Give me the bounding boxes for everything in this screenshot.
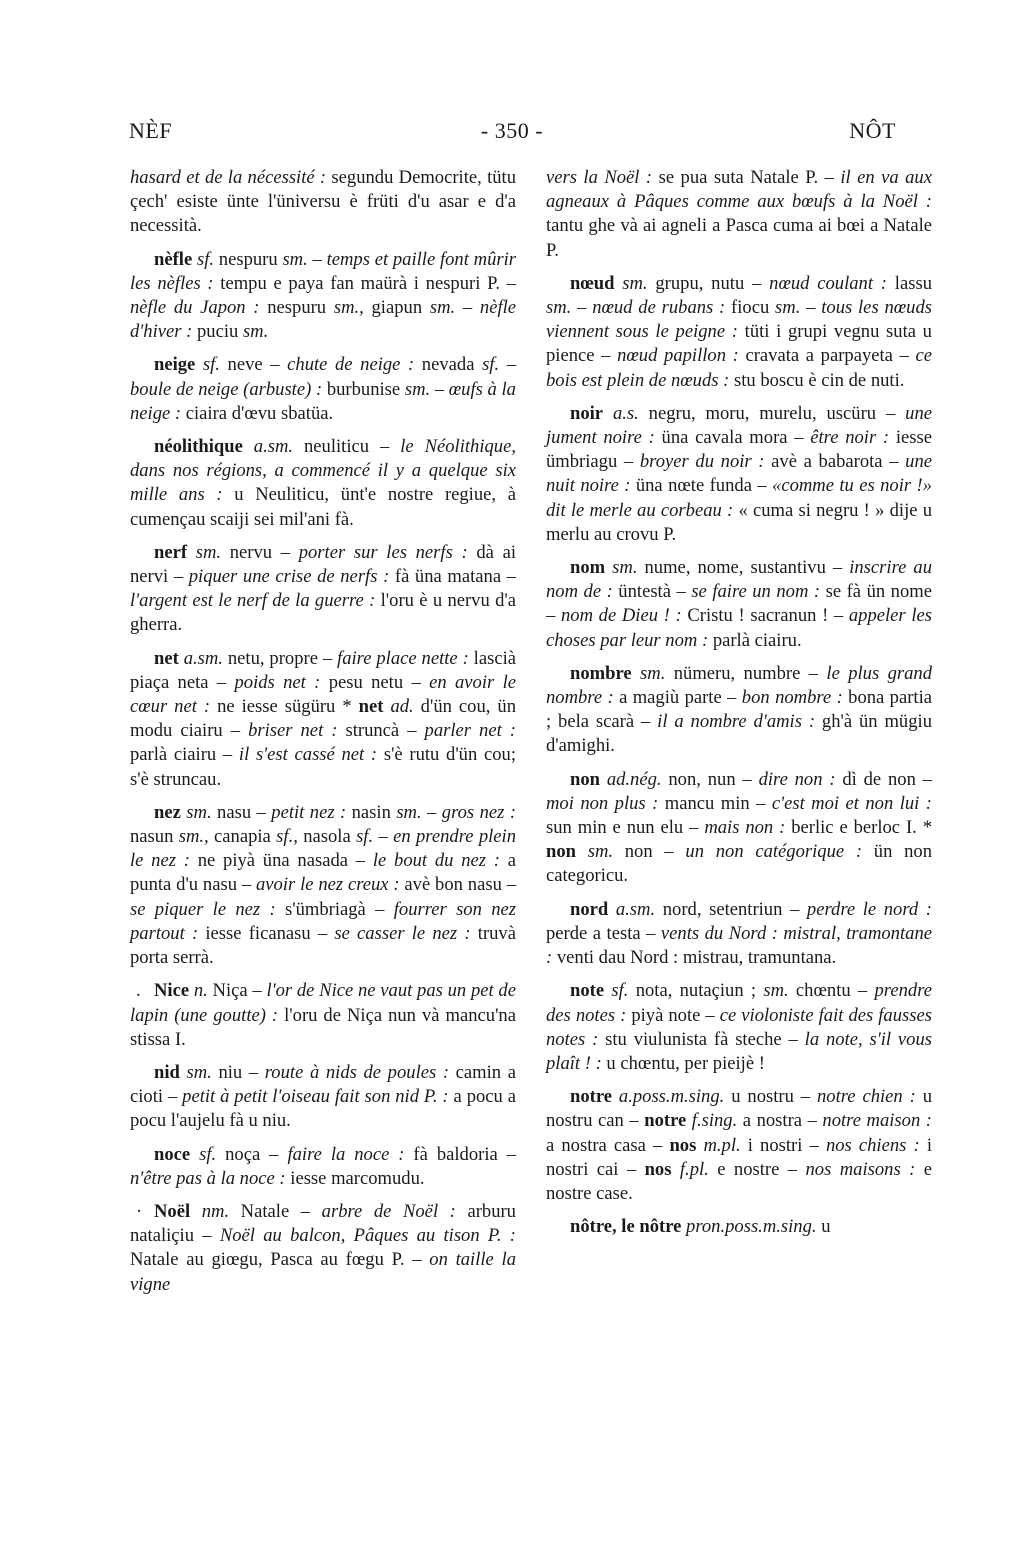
translation-text: nasin	[346, 801, 397, 823]
grammar-label: sm.	[587, 841, 614, 863]
translation-text	[576, 841, 588, 862]
grammar-label: sf.,	[276, 826, 298, 848]
translation-text: l'oru è u nervu d'a gherra.	[130, 590, 516, 636]
french-example: moi non plus :	[546, 792, 659, 814]
french-example: se piquer le nez :	[130, 898, 276, 920]
headword: noir	[570, 402, 604, 424]
translation-text: nasola	[297, 826, 357, 848]
french-example: nèfle du Japon :	[130, 297, 260, 319]
translation-text: a punta d'u nasu –	[130, 850, 516, 896]
translation-text	[608, 899, 616, 920]
translation-text: a magiù parte –	[613, 687, 742, 709]
headword: nos	[669, 1134, 697, 1156]
entry-marker: ·	[136, 1200, 143, 1222]
translation-text: nota, nutaçiun ;	[628, 980, 764, 1002]
translation-text: e nostre case.	[546, 1158, 932, 1204]
grammar-label: sm.,	[333, 297, 364, 319]
translation-text: non, nun –	[661, 768, 759, 790]
french-example: se casser le nez :	[334, 922, 471, 944]
translation-text: nevada	[414, 354, 483, 376]
french-example: temps et paille font mûrir les nèfles :	[130, 248, 517, 294]
headword: non	[546, 841, 576, 863]
french-example: la note, s'il vous plaît ! :	[546, 1028, 932, 1074]
translation-text: Natale –	[229, 1200, 322, 1222]
translation-text	[632, 663, 640, 684]
translation-text: grupu, nutu –	[647, 272, 770, 294]
grammar-label: sm.,	[178, 826, 209, 848]
dictionary-entry	[546, 556, 932, 653]
translation-text: u nostru –	[724, 1086, 817, 1108]
dictionary-entry	[546, 662, 932, 759]
translation-text	[180, 1062, 187, 1083]
translation-text: nume, nome, sustantivu –	[637, 557, 850, 579]
headword: neige	[154, 354, 196, 376]
translation-text: arburu nataliçiu –	[130, 1200, 516, 1247]
headword: nom	[570, 557, 606, 579]
french-example: gros nez :	[441, 801, 517, 823]
headword: Nice	[154, 980, 190, 1002]
translation-text: noça –	[216, 1143, 288, 1165]
translation-text: dì de non –	[835, 768, 933, 790]
french-example: notre chien :	[816, 1086, 916, 1108]
translation-text: struncà –	[337, 720, 425, 742]
translation-text: neuliticu –	[293, 436, 401, 458]
french-example: vents du Nord : mistral, tramontane :	[546, 922, 932, 969]
translation-text: negru, moru, murelu, uscüru –	[638, 402, 906, 424]
french-example: bon nombre :	[741, 687, 843, 709]
headword: non	[570, 768, 600, 790]
headword: net	[154, 647, 179, 669]
translation-text: i nostri cai –	[546, 1134, 932, 1180]
translation-text: –	[421, 801, 442, 823]
translation-text: fà üna matana –	[389, 566, 516, 588]
translation-text: venti dau Nord : mistrau, tramuntana.	[552, 947, 837, 969]
grammar-label: sm.	[763, 980, 789, 1002]
translation-text: lascià piaça neta –	[130, 647, 516, 693]
headword: nos	[644, 1158, 672, 1180]
french-example: faire place nette :	[337, 647, 469, 669]
french-example: petit nez :	[271, 801, 347, 823]
translation-text: l'oru de Niça nun và mancu'na stissa I.	[130, 1004, 516, 1050]
grammar-label: sm.	[186, 801, 212, 823]
dictionary-entry	[130, 979, 516, 1052]
translation-text: segundu Democrite, tütu çech' esiste ünte l'üniversu è früti d'u asar e d'a necessità.	[130, 167, 516, 237]
running-head-left: NÈF	[129, 118, 173, 143]
french-example: vers la Noël :	[546, 167, 653, 188]
grammar-label: pron.poss.m.sing.	[686, 1216, 817, 1238]
french-example: hasard et de la nécessité :	[130, 167, 327, 188]
dictionary-entry	[130, 1061, 516, 1134]
translation-text: puciu	[192, 321, 243, 343]
dictionary-entry	[130, 1143, 516, 1191]
entry-marker: .	[136, 980, 141, 1002]
french-example: inscrire au nom de :	[546, 557, 932, 603]
translation-text: ciaira d'œvu sbatüa.	[181, 402, 334, 424]
translation-text: nasun	[130, 826, 179, 848]
translation-text: nümeru, numbre –	[665, 662, 827, 684]
french-example: nos chiens :	[825, 1134, 920, 1156]
translation-text: ne iesse sügüru *	[210, 696, 359, 718]
translation-text: avè a babarota –	[764, 451, 906, 473]
translation-text: giapun	[363, 297, 430, 319]
translation-text: pesu netu –	[320, 671, 430, 693]
grammar-label: sm.	[396, 801, 422, 823]
grammar-label: a.sm.	[183, 647, 223, 669]
dictionary-entry	[130, 248, 516, 345]
translation-text	[671, 1159, 679, 1180]
headword: notre	[644, 1110, 687, 1132]
translation-text: –	[455, 297, 480, 319]
translation-text: nasu –	[211, 801, 272, 823]
dictionary-entry	[130, 1200, 516, 1297]
french-example: une nuit noire :	[546, 451, 933, 497]
grammar-label: sm.	[546, 297, 572, 319]
grammar-label: f.pl.	[679, 1158, 709, 1180]
translation-text	[195, 354, 203, 375]
grammar-label: sm.	[429, 297, 456, 319]
grammar-label: m.pl.	[703, 1134, 741, 1156]
translation-text: truvà porta serrà.	[130, 922, 516, 969]
translation-text: tempu e paya fan maürà i nespuri P. –	[213, 272, 516, 294]
translation-text: s'ümbriagà –	[275, 898, 394, 920]
translation-text: i nostri –	[740, 1134, 826, 1156]
french-example: ce bois est plein de nœuds :	[546, 345, 933, 391]
dictionary-entry	[130, 647, 516, 792]
translation-text: s'è rutu d'ün cou; s'è struncau.	[130, 744, 516, 790]
french-example: il a nombre d'amis :	[657, 711, 816, 733]
translation-text: a nostra –	[737, 1110, 823, 1132]
translation-text: üna cavala mora –	[654, 427, 811, 449]
dictionary-entry	[546, 1085, 932, 1206]
translation-text: u Neuliticu, ünt'e nostre regiue, à cumençau scaiji sei mil'ani fà.	[130, 484, 516, 530]
dictionary-entry	[546, 402, 932, 547]
translation-text: nespuru	[259, 297, 334, 319]
grammar-label: a.s.	[612, 402, 639, 424]
grammar-label: sf.	[356, 826, 374, 848]
headword: noce	[154, 1143, 191, 1165]
french-example: mais non :	[704, 817, 786, 839]
grammar-label: sm.	[612, 557, 638, 579]
french-example: le Néolithique, dans nos régions, a commencé il y a quelque six mille ans :	[130, 436, 516, 506]
translation-text: –	[307, 248, 327, 270]
french-example: tous les nœuds viennent sous le peigne :	[546, 297, 932, 343]
translation-text	[190, 1144, 199, 1165]
grammar-label: sf.	[196, 248, 215, 270]
translation-text: ne piyà üna nasada –	[189, 850, 373, 872]
grammar-label: n.	[193, 980, 208, 1002]
translation-text: cravata a parpayeta –	[738, 345, 916, 367]
headword: nerf	[154, 541, 188, 563]
grammar-label: ad.	[390, 696, 414, 718]
french-example: une jument noire :	[546, 402, 932, 449]
translation-text: avè bon nasu –	[399, 874, 516, 896]
translation-text: –	[499, 354, 517, 376]
headword: nez	[154, 801, 181, 823]
french-example: fourrer son nez partout :	[130, 898, 517, 944]
dictionary-entry	[546, 272, 932, 393]
translation-text: –	[800, 297, 822, 319]
translation-text: bona partia ; bela scarà –	[546, 687, 932, 733]
grammar-label: sm.	[242, 321, 269, 343]
translation-text: chœntu –	[788, 980, 875, 1002]
dictionary-entry	[546, 166, 932, 263]
translation-text: berlic e berloc I. *	[785, 817, 932, 839]
translation-text	[187, 542, 196, 563]
french-example: un non catégorique :	[685, 841, 863, 863]
translation-text: non –	[613, 841, 686, 863]
left-column	[130, 166, 516, 1306]
grammar-label: sf.	[199, 1143, 217, 1165]
grammar-label: a.sm.	[615, 898, 656, 920]
translation-text: fiocu	[725, 297, 776, 319]
page-number: - 350 -	[480, 118, 544, 143]
headword: net	[358, 696, 384, 718]
translation-text: parlà ciairu –	[130, 744, 239, 766]
translation-text: perde a testa –	[546, 922, 661, 944]
dictionary-entry	[130, 435, 516, 532]
translation-text: d'ün cou, ün modu ciairu –	[130, 696, 516, 742]
translation-text: « cuma si negru ! » dije u merlu au crovu P.	[546, 499, 933, 545]
dictionary-entry	[546, 898, 932, 971]
grammar-label: nm.	[201, 1200, 230, 1222]
translation-text: sun min e nun elu –	[546, 817, 705, 839]
translation-text: stu boscu è cin de nuti.	[729, 369, 905, 391]
grammar-label: sm.	[775, 297, 801, 319]
french-example: œufs à la neige :	[130, 378, 516, 424]
translation-text: u nostru can –	[546, 1086, 933, 1132]
french-example: route à nids de poules :	[264, 1061, 450, 1083]
french-example: chute de neige :	[287, 354, 415, 376]
grammar-label: sf.	[482, 354, 500, 376]
french-example: briser net :	[248, 720, 338, 742]
grammar-label: sm.	[404, 378, 431, 400]
translation-text: gh'à ün mügiu d'amighi.	[546, 711, 932, 757]
french-example: on taille la vigne	[130, 1249, 516, 1295]
headword: nèfle	[154, 248, 193, 270]
dictionary-entry	[130, 801, 516, 970]
grammar-label: ad.nég.	[606, 768, 662, 790]
french-example: le bout du nez :	[372, 850, 500, 872]
translation-text: Cristu ! sacranun ! –	[681, 605, 849, 627]
translation-text: se fà ün nome –	[546, 581, 932, 627]
translation-text	[600, 769, 607, 790]
grammar-label: sm.	[640, 662, 666, 684]
translation-text: Natale au giœgu, Pasca au fœgu P. –	[130, 1249, 430, 1271]
french-example: le plus grand nombre :	[546, 662, 933, 709]
translation-text: piyà note –	[626, 1004, 720, 1026]
translation-text: burbunise	[322, 378, 405, 400]
headword: néolithique	[154, 436, 243, 458]
translation-text: fà baldoria –	[404, 1143, 517, 1165]
headword: nôtre, le nôtre	[570, 1216, 682, 1238]
french-example: il s'est cassé net :	[238, 744, 378, 766]
translation-text: nervu –	[221, 541, 299, 563]
translation-text: canapia	[208, 826, 277, 848]
translation-text: se pua suta Natale P. –	[652, 167, 841, 188]
headword: nord	[570, 898, 609, 920]
translation-text: ün non categoricu.	[546, 841, 933, 887]
french-example: nos maisons :	[805, 1158, 916, 1180]
french-example: porter sur les nerfs :	[298, 541, 468, 563]
translation-text: nord, setentriun –	[655, 898, 807, 920]
french-example: prendre des notes :	[546, 980, 932, 1026]
translation-text: u chœntu, per pieijè !	[601, 1052, 765, 1074]
dictionary-entry	[130, 166, 516, 239]
french-example: broyer du noir :	[639, 451, 765, 473]
dictionary-entry	[546, 768, 932, 889]
translation-text: netu, propre –	[222, 647, 338, 669]
french-example: n'être pas à la noce :	[130, 1167, 286, 1189]
right-column	[546, 166, 932, 1248]
translation-text	[603, 403, 613, 424]
translation-text: parlà ciairu.	[708, 629, 802, 651]
translation-text: dà ai nervi –	[130, 541, 517, 588]
headword: nœud	[570, 272, 615, 294]
grammar-label: sf.	[611, 980, 629, 1002]
translation-text: iesse ümbriagu –	[546, 427, 932, 473]
running-head-right: NÔT	[849, 118, 896, 143]
translation-text: niu –	[211, 1061, 265, 1083]
dictionary-entry	[546, 979, 932, 1076]
french-example: arbre de Noël :	[321, 1200, 456, 1222]
translation-text: camin a cioti –	[130, 1061, 516, 1108]
translation-text: nespuru	[214, 248, 283, 270]
french-example: ce violoniste fait des fausses notes :	[546, 1004, 932, 1050]
translation-text: a pocu a pocu l'aujelu fà u niu.	[130, 1086, 516, 1132]
french-example: faire la noce :	[287, 1143, 405, 1165]
translation-text	[612, 1086, 619, 1107]
translation-text	[190, 1201, 202, 1222]
french-example: piquer une crise de nerfs :	[188, 566, 390, 588]
headword: nombre	[570, 662, 632, 684]
translation-text: iesse ficanasu –	[198, 922, 335, 944]
translation-text: üna nœte funda –	[630, 475, 773, 497]
grammar-label: a.poss.m.sing.	[618, 1086, 725, 1108]
french-example: appeler les choses par leur nom :	[546, 605, 932, 651]
french-example: l'or de Nice ne vaut pas un pet de lapin (une goutte) :	[130, 980, 516, 1026]
translation-text: neve –	[219, 354, 288, 376]
french-example: avoir le nez creux :	[255, 874, 400, 896]
grammar-label: sf.	[202, 354, 220, 376]
french-example: c'est moi et non lui :	[771, 792, 932, 814]
french-example: notre maison :	[822, 1110, 932, 1132]
translation-text: stu viulunista fà steche –	[598, 1028, 805, 1050]
headword: nid	[154, 1061, 180, 1083]
headword: note	[570, 980, 605, 1002]
french-example: nom de Dieu ! :	[560, 605, 682, 627]
french-example: nœud coulant :	[769, 272, 887, 294]
translation-text: –	[373, 826, 394, 848]
french-example: «comme tu es noir !» dit le merle au corbeau :	[546, 475, 932, 521]
french-example: être noir :	[810, 427, 890, 449]
translation-text: üntestà –	[612, 581, 692, 603]
french-example: en avoir le cœur net :	[130, 671, 516, 718]
translation-text: –	[430, 378, 449, 400]
headword: notre	[570, 1086, 612, 1108]
french-example: il en va aux agneaux à Pâques comme aux bœufs à la Noël :	[546, 167, 932, 213]
headword: Noël	[154, 1200, 191, 1222]
dictionary-entry	[130, 353, 516, 426]
grammar-label: sm.	[186, 1061, 212, 1083]
grammar-label: sm.	[195, 541, 222, 563]
translation-text: u	[816, 1216, 831, 1238]
french-example: boule de neige (arbuste) :	[130, 378, 323, 400]
french-example: l'argent est le nerf de la guerre :	[130, 590, 376, 612]
french-example: poids net :	[234, 671, 321, 693]
french-example: Noël au balcon, Pâques au tison P. :	[219, 1225, 516, 1247]
french-example: nœud papillon :	[617, 345, 739, 367]
grammar-label: sm.	[622, 272, 648, 294]
translation-text: Niça –	[207, 980, 267, 1002]
french-example: en prendre plein le nez :	[130, 826, 517, 872]
french-example: petit à petit l'oiseau fait son nid P. :	[182, 1086, 449, 1108]
french-example: perdre le nord :	[806, 898, 932, 920]
french-example: parler net :	[424, 720, 516, 742]
grammar-label: a.sm.	[253, 436, 294, 458]
translation-text: e nostre –	[708, 1158, 806, 1180]
translation-text: a nostra casa –	[546, 1134, 670, 1156]
translation-text: iesse marcomudu.	[285, 1167, 425, 1189]
translation-text	[243, 436, 254, 457]
french-example: nœud de rubans :	[592, 297, 726, 319]
french-example: nèfle d'hiver :	[130, 297, 517, 343]
translation-text: –	[571, 297, 593, 319]
french-example: se faire un nom :	[691, 581, 821, 603]
dictionary-entry	[130, 541, 516, 638]
grammar-label: f.sing.	[691, 1110, 738, 1132]
translation-text: tantu ghe và ai agneli a Pasca cuma ai bœi a Natale P.	[546, 215, 932, 261]
grammar-label: sm.	[282, 248, 308, 270]
dictionary-entry	[546, 1215, 932, 1239]
french-example: dire non :	[758, 768, 836, 790]
translation-text: tüti i grupi vegnu suta u pience –	[546, 321, 932, 367]
translation-text: mancu min –	[658, 792, 772, 814]
translation-text: lassu	[887, 272, 932, 294]
